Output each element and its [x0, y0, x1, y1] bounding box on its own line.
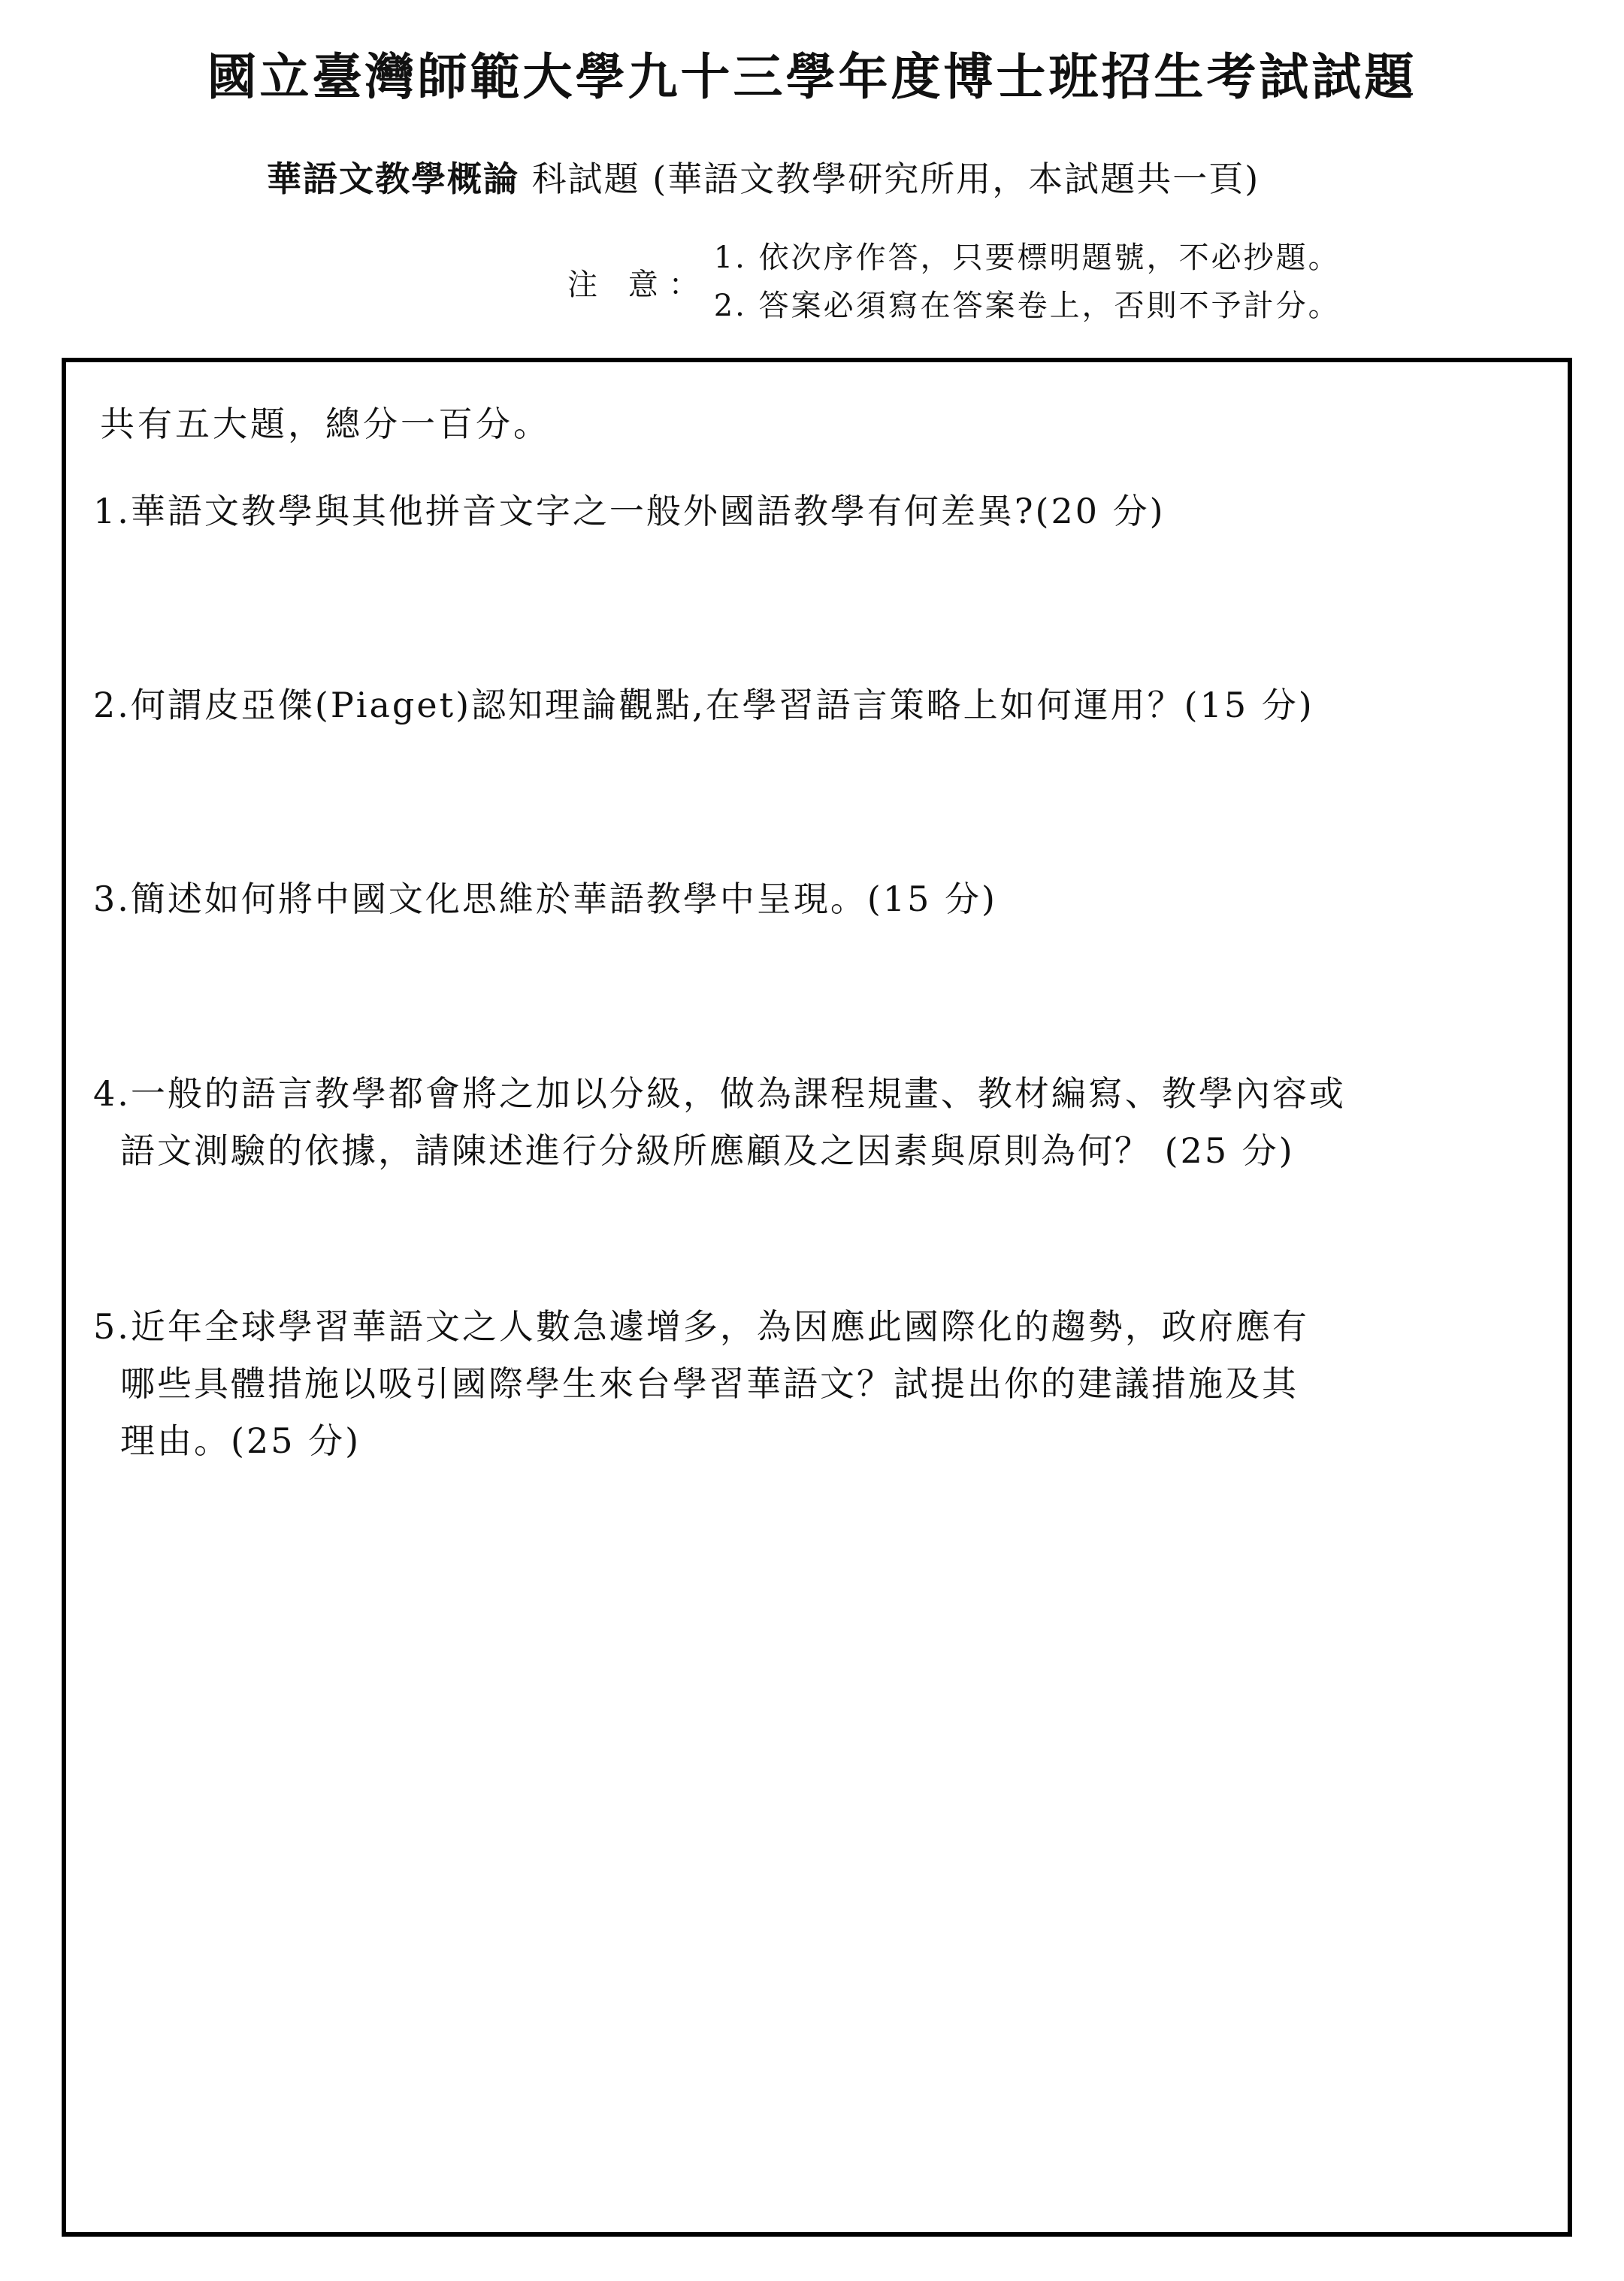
- question-5-line-2: 哪些具體措施以吸引國際學生來台學習華語文？試提出你的建議措施及其: [120, 1363, 1299, 1404]
- notice-block: [567, 233, 1341, 331]
- question-5-line-3: 理由。(25 分): [120, 1420, 361, 1461]
- exam-title: 國立臺灣師範大學九十三學年度博士班招生考試試題: [207, 48, 1417, 106]
- course-name: 華語文教學概論: [267, 159, 519, 199]
- question-4: [93, 1065, 1559, 1179]
- question-5: [93, 1298, 1559, 1469]
- notice-list: [714, 236, 1341, 328]
- notice-item-2: 2. 答案必須寫在答案卷上，否則不予計分。: [713, 289, 1341, 323]
- question-4-line-2: 語文測驗的依據，請陳述進行分級所應顧及之因素與原則為何？ (25 分): [120, 1130, 1295, 1171]
- subtitle-details: 科試題 (華語文教學研究所用，本試題共一頁): [519, 159, 1260, 199]
- question-5-line-1: 5.近年全球學習華語文之人數急遽增多，為因應此國際化的趨勢，政府應有: [93, 1306, 1309, 1347]
- exam-intro: 共有五大題，總分一百分。: [100, 404, 551, 444]
- question-1: [93, 483, 1559, 540]
- notice-item-1: 1. 依次序作答，只要標明題號，不必抄題。: [713, 241, 1341, 275]
- exam-subtitle: [267, 155, 1260, 203]
- question-3-line-1: 3.簡述如何將中國文化思維於華語教學中呈現。(15 分): [93, 879, 997, 919]
- question-1-line-1: 1.華語文教學與其他拼音文字之一般外國語教學有何差異?(20 分): [93, 491, 1166, 531]
- question-2: [93, 676, 1559, 734]
- notice-label: 注 意：: [567, 267, 709, 302]
- question-2-line-1: 2.何謂皮亞傑(Piaget)認知理論觀點,在學習語言策略上如何運用？(15 分): [93, 685, 1314, 725]
- exam-question-box: [62, 358, 1572, 2237]
- question-3: [93, 870, 1559, 927]
- question-4-line-1: 4.一般的語言教學都會將之加以分級，做為課程規畫、教材編寫、教學內容或: [93, 1073, 1346, 1114]
